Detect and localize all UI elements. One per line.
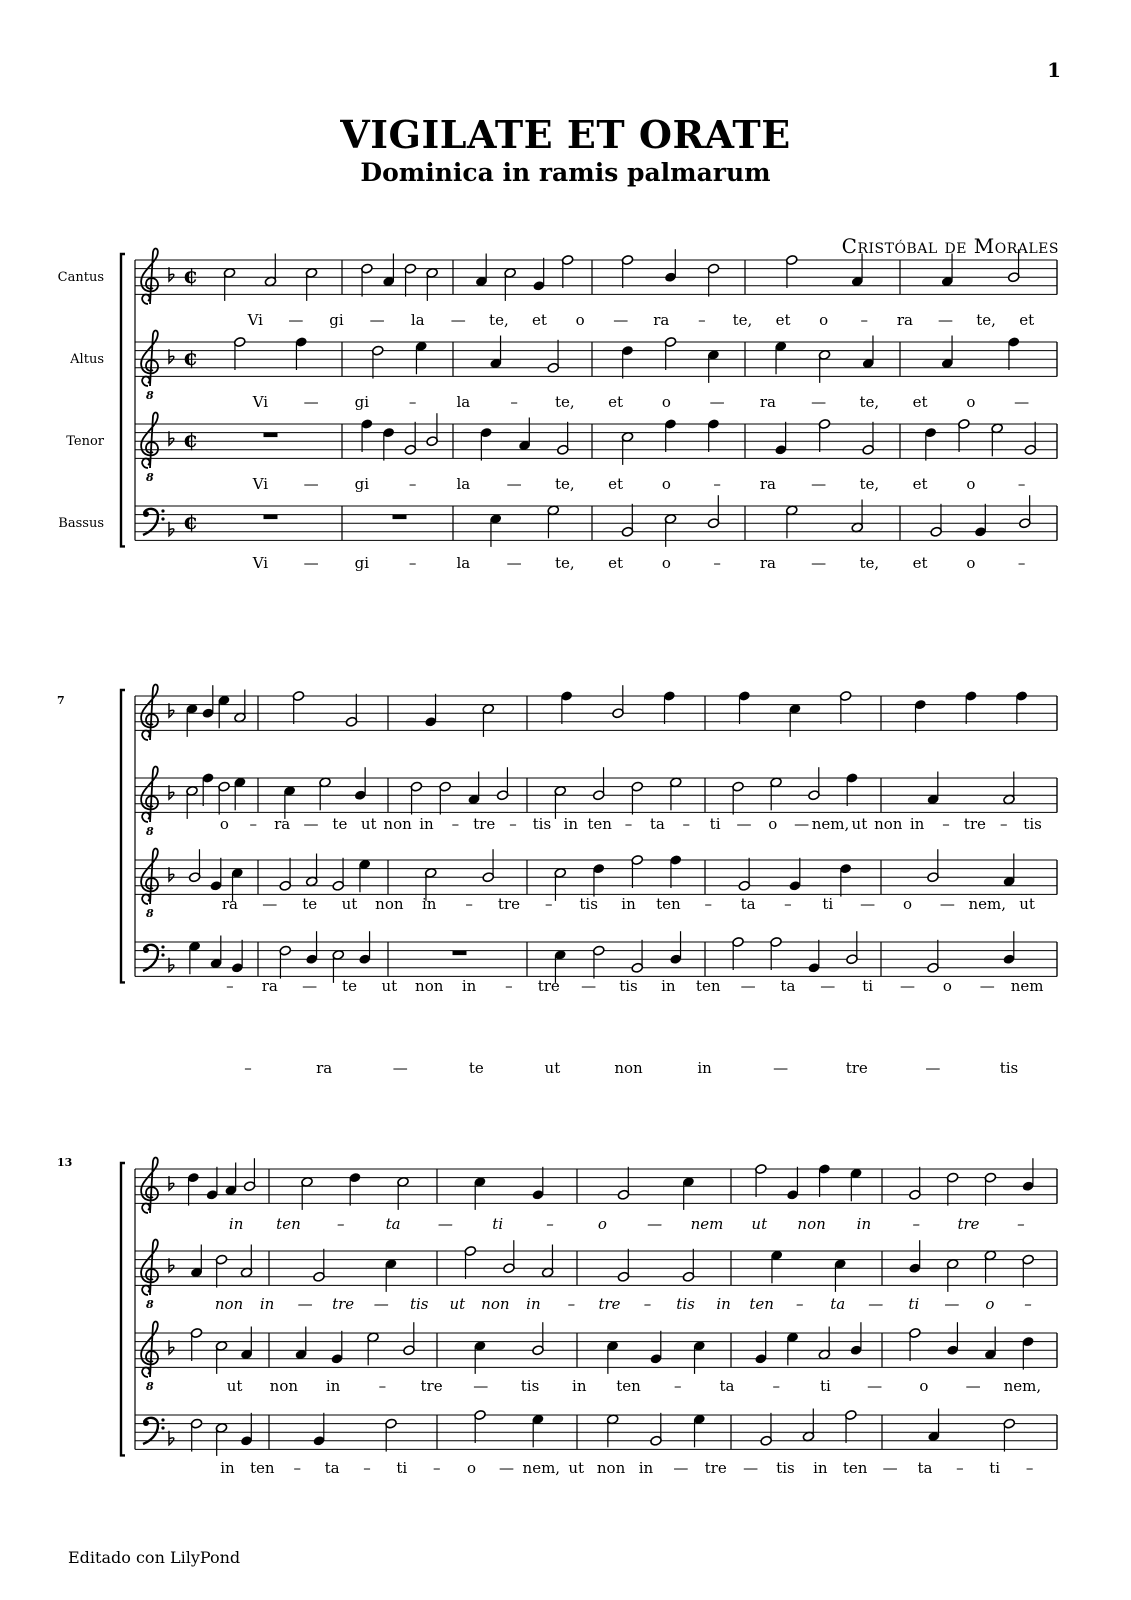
lyric-syllable: et xyxy=(775,311,791,329)
lyric-syllable: ra xyxy=(316,1059,333,1077)
lyric-syllable: o xyxy=(966,554,976,572)
lyric-syllable: ut xyxy=(1019,895,1035,913)
lyric-syllable: non xyxy=(797,1215,826,1233)
lyric-syllable: te, xyxy=(555,393,575,411)
lyric-syllable: – xyxy=(1017,1215,1025,1233)
lyric-syllable: tre xyxy=(332,1295,355,1313)
treble-8-clef-icon xyxy=(141,1240,158,1311)
lyric-syllable: tis xyxy=(409,1295,429,1313)
lyric-syllable: et xyxy=(608,393,624,411)
lyric-syllable: — xyxy=(743,1459,759,1477)
lyric-syllable: – xyxy=(682,815,690,833)
lyric-syllable: ut xyxy=(360,815,377,833)
flat-key-signature-icon xyxy=(169,522,174,536)
whole-rest xyxy=(264,515,278,520)
lyric-syllable: o xyxy=(966,393,976,411)
lyric-syllable: – xyxy=(912,1215,920,1233)
lyric-syllable: ta xyxy=(324,1459,340,1477)
alla-breve-time-signature: ¢ xyxy=(183,263,199,289)
flat-key-signature-icon xyxy=(169,703,174,717)
lyric-syllable: tis xyxy=(520,1377,540,1395)
lyric-syllable: ra xyxy=(274,815,291,833)
whole-rest xyxy=(393,515,407,520)
treble-8-clef-icon xyxy=(141,413,158,484)
lyric-syllable: — xyxy=(773,1059,789,1077)
piece-subtitle: Dominica in ramis palmarum xyxy=(360,158,771,187)
lyric-syllable: — xyxy=(811,554,827,572)
lyric-syllable: ti xyxy=(820,1377,831,1395)
lyric-syllable: ra xyxy=(221,895,238,913)
lyric-syllable: tis xyxy=(999,1059,1019,1077)
lyric-syllable: te, xyxy=(555,554,575,572)
lyric-syllable: in xyxy=(526,1295,541,1313)
alla-breve-time-signature: ¢ xyxy=(183,427,199,453)
lyric-syllable: et xyxy=(1019,311,1035,329)
lyric-syllable: in xyxy=(228,1215,244,1233)
lyric-syllable: in xyxy=(697,1059,712,1077)
flat-key-signature-icon xyxy=(169,958,174,972)
lyric-syllable: – xyxy=(1024,1295,1032,1313)
lyric-syllable: non xyxy=(375,895,404,913)
flat-key-signature-icon xyxy=(169,1340,174,1354)
lyric-syllable: — xyxy=(297,1295,313,1313)
lyric-syllable: ti xyxy=(492,1215,504,1233)
lyric-syllable: ti xyxy=(862,977,874,995)
lyric-syllable: te, xyxy=(859,393,880,411)
svg-text:8: 8 xyxy=(146,907,154,920)
lyric-syllable: – xyxy=(510,393,518,411)
bass-clef-icon xyxy=(143,945,165,971)
lyric-syllable: non xyxy=(383,815,412,833)
lyric-syllable: te xyxy=(332,815,348,833)
flat-key-signature-icon xyxy=(169,867,174,881)
footer-credit: Editado con LilyPond xyxy=(68,1548,241,1567)
lyric-syllable: et xyxy=(912,554,928,572)
lyric-syllable: – xyxy=(795,1295,804,1313)
lyric-syllable: o xyxy=(661,393,671,411)
lyric-syllable: — xyxy=(303,554,319,572)
flat-key-signature-icon xyxy=(169,1176,174,1190)
treble-8-clef-icon xyxy=(141,767,158,838)
lyric-syllable: te xyxy=(468,1059,484,1077)
lyric-syllable: — xyxy=(925,1059,941,1077)
lyric-syllable: – xyxy=(1025,1459,1034,1477)
lyric-syllable: – xyxy=(624,815,633,833)
lyric-syllable: te, xyxy=(555,475,575,493)
lyric-syllable: in xyxy=(572,1377,587,1395)
lyric-syllable: ut xyxy=(341,895,358,913)
system-bracket xyxy=(121,690,125,982)
lyric-syllable: – xyxy=(704,895,712,913)
lyric-syllable: — xyxy=(647,1215,663,1233)
lyric-syllable: — xyxy=(939,895,955,913)
flat-key-signature-icon xyxy=(169,431,174,445)
whole-rest xyxy=(453,951,467,956)
lyric-syllable: tis xyxy=(1023,815,1042,833)
lyric-syllable: — xyxy=(938,311,953,329)
lyric-syllable: o xyxy=(575,311,585,329)
lyric-syllable: – xyxy=(942,815,950,833)
lyric-syllable: tre xyxy=(957,1215,980,1233)
lyric-syllable: nem xyxy=(690,1215,724,1233)
lyric-syllable: ti xyxy=(989,1459,1001,1477)
alla-breve-time-signature: ¢ xyxy=(183,509,199,535)
lyric-syllable: la xyxy=(456,393,471,411)
lyric-syllable: in xyxy=(621,895,636,913)
lyric-syllable: ten xyxy=(276,1215,301,1233)
piece-title: VIGILATE ET ORATE xyxy=(340,112,791,157)
lyric-syllable: la xyxy=(410,311,425,329)
lyric-syllable: ta xyxy=(385,1215,401,1233)
lyric-syllable: ta xyxy=(780,977,796,995)
lyric-syllable: – xyxy=(546,1215,554,1233)
measure-number: 7 xyxy=(57,694,65,707)
lyric-syllable: — xyxy=(262,895,278,913)
flat-key-signature-icon xyxy=(169,785,174,799)
treble-clef-icon xyxy=(141,1158,158,1213)
lyric-syllable: — xyxy=(965,1377,981,1395)
lyric-syllable: – xyxy=(956,1459,964,1477)
lyric-syllable: — xyxy=(860,895,876,913)
lyric-syllable: o xyxy=(966,475,976,493)
bass-clef-icon xyxy=(143,1418,165,1444)
lyric-syllable: tre xyxy=(473,815,496,833)
lyric-syllable: – xyxy=(465,895,473,913)
lyric-syllable: ta xyxy=(719,1377,735,1395)
lyric-syllable: ut xyxy=(381,977,398,995)
lyric-syllable: et xyxy=(912,475,928,493)
lyric-syllable: o xyxy=(985,1295,995,1313)
lyric-syllable: – xyxy=(713,475,721,493)
lyric-syllable: — xyxy=(673,1459,689,1477)
lyric-syllable: – xyxy=(451,815,460,833)
lyric-syllable: Vi xyxy=(252,475,269,493)
lyric-syllable: — xyxy=(811,475,827,493)
lyric-syllable: – xyxy=(772,1377,780,1395)
lyric-syllable: gi xyxy=(354,475,370,493)
lyric-syllable: — xyxy=(498,1459,514,1477)
voice-name-tenor: Tenor xyxy=(66,434,104,449)
lyric-syllable: ta xyxy=(917,1459,933,1477)
lyric-syllable: — xyxy=(979,977,995,995)
lyric-syllable: ut xyxy=(751,1215,768,1233)
lyric-syllable: te, xyxy=(489,311,509,329)
lyric-syllable: tre xyxy=(537,977,560,995)
lyric-syllable: – xyxy=(999,815,1008,833)
lyric-syllable: – xyxy=(784,895,792,913)
lyric-syllable: — xyxy=(613,311,629,329)
lyric-syllable: in xyxy=(419,815,434,833)
lyric-syllable: o xyxy=(942,977,952,995)
lyric-syllable: – xyxy=(1017,475,1026,493)
lyric-syllable: – xyxy=(432,1459,441,1477)
lyric-syllable: — xyxy=(506,475,522,493)
lyric-syllable: — xyxy=(581,977,597,995)
lyric-syllable: ut xyxy=(226,1377,243,1395)
flat-key-signature-icon xyxy=(169,267,174,281)
lyric-syllable: o xyxy=(661,475,671,493)
lyric-syllable: tre xyxy=(497,895,520,913)
lyric-syllable: – xyxy=(643,1295,652,1313)
lyric-syllable: Vi xyxy=(247,311,263,329)
lyric-syllable: – xyxy=(698,311,706,329)
svg-text:8: 8 xyxy=(146,1298,154,1311)
lyric-syllable: nem, xyxy=(522,1459,561,1477)
lyric-syllable: – xyxy=(363,1459,371,1477)
voice-name-bassus: Bassus xyxy=(58,516,104,531)
lyric-syllable: – xyxy=(378,1377,387,1395)
lyric-syllable: in xyxy=(220,1459,235,1477)
lyric-syllable: ten xyxy=(616,1377,641,1395)
lyric-syllable: te, xyxy=(859,475,880,493)
lyric-syllable: – xyxy=(337,1215,345,1233)
alla-breve-time-signature: ¢ xyxy=(183,345,199,371)
lyric-syllable: — xyxy=(740,977,756,995)
measure-number: 13 xyxy=(57,1156,73,1169)
lyric-syllable: in xyxy=(461,977,477,995)
flat-key-signature-icon xyxy=(169,1431,174,1445)
lyric-syllable: ti xyxy=(908,1295,920,1313)
flat-key-signature-icon xyxy=(169,349,174,363)
lyric-syllable: ut xyxy=(449,1295,466,1313)
lyric-syllable: tre xyxy=(598,1295,621,1313)
lyric-syllable: o xyxy=(219,815,229,833)
lyric-syllable: — xyxy=(288,311,304,329)
lyric-syllable: tis xyxy=(676,1295,695,1313)
lyric-syllable: ten xyxy=(250,1459,275,1477)
treble-clef-icon xyxy=(141,685,158,740)
lyric-syllable: o xyxy=(919,1377,929,1395)
lyric-syllable: te xyxy=(342,977,357,995)
lyric-syllable: — xyxy=(450,311,466,329)
lyric-syllable: — xyxy=(867,1377,883,1395)
lyric-syllable: te, xyxy=(976,311,996,329)
lyric-syllable: tre xyxy=(845,1059,868,1077)
lyric-syllable: ten xyxy=(842,1459,868,1477)
lyric-syllable: ra xyxy=(759,475,776,493)
lyric-syllable: la xyxy=(456,475,471,493)
lyric-syllable: in xyxy=(638,1459,654,1477)
lyric-syllable: – xyxy=(860,311,869,329)
lyric-syllable: te, xyxy=(859,554,880,572)
lyric-syllable: — xyxy=(820,977,836,995)
lyric-syllable: tis xyxy=(619,977,638,995)
lyric-syllable: — xyxy=(506,554,522,572)
lyric-syllable: et xyxy=(912,393,928,411)
lyric-syllable: ta xyxy=(740,895,756,913)
bass-clef-icon xyxy=(143,509,165,535)
lyric-syllable: ti xyxy=(709,815,721,833)
lyric-syllable: ten xyxy=(656,895,681,913)
lyric-syllable: nem, xyxy=(811,815,850,833)
treble-8-clef-icon xyxy=(141,331,158,402)
lyric-syllable: — xyxy=(811,393,827,411)
lyric-syllable: non xyxy=(596,1459,626,1477)
lyric-syllable: o xyxy=(597,1215,607,1233)
lyric-syllable: ra xyxy=(759,554,776,572)
lyric-syllable: ut xyxy=(544,1059,561,1077)
lyric-syllable: ut xyxy=(568,1459,585,1477)
lyric-syllable: Vi xyxy=(252,393,269,411)
lyric-syllable: et xyxy=(608,475,624,493)
lyric-syllable: gi xyxy=(329,311,344,329)
lyric-syllable: – xyxy=(509,815,517,833)
lyric-syllable: — xyxy=(392,1059,408,1077)
lyric-syllable: ut xyxy=(851,815,868,833)
lyric-syllable: o xyxy=(661,554,671,572)
lyric-syllable: non xyxy=(614,1059,643,1077)
lyric-syllable: non xyxy=(481,1295,510,1313)
lyric-syllable: — xyxy=(303,815,319,833)
lyric-syllable: in xyxy=(813,1459,828,1477)
lyric-syllable: o xyxy=(819,311,829,329)
lyric-syllable: — xyxy=(868,1295,884,1313)
voice-name-cantus: Cantus xyxy=(57,270,104,285)
lyric-syllable: tre xyxy=(704,1459,727,1477)
lyric-syllable: in xyxy=(909,815,925,833)
lyric-syllable: tis xyxy=(532,815,552,833)
svg-text:8: 8 xyxy=(146,471,154,484)
lyric-syllable: tis xyxy=(579,895,598,913)
lyric-syllable: tre xyxy=(420,1377,443,1395)
lyric-syllable: – xyxy=(673,1377,682,1395)
svg-text:8: 8 xyxy=(146,389,154,402)
treble-8-clef-icon xyxy=(141,1322,158,1393)
lyric-syllable: – xyxy=(567,1295,576,1313)
lyric-syllable: — xyxy=(473,1377,489,1395)
lyric-syllable: in xyxy=(325,1377,341,1395)
lyric-syllable: – xyxy=(408,554,417,572)
lyric-syllable: — xyxy=(900,977,915,995)
lyric-syllable: ra xyxy=(653,311,670,329)
lyric-syllable: — xyxy=(794,815,810,833)
lyric-syllable: — xyxy=(709,393,725,411)
lyric-syllable: ra xyxy=(261,977,278,995)
lyric-syllable: in xyxy=(259,1295,275,1313)
lyric-syllable: — xyxy=(944,1295,960,1313)
lyric-syllable: – xyxy=(244,1059,252,1077)
svg-text:8: 8 xyxy=(146,1380,154,1393)
lyric-syllable: — xyxy=(302,977,318,995)
lyric-syllable: – xyxy=(293,1459,301,1477)
lyric-syllable: – xyxy=(713,554,721,572)
lyric-syllable: tre xyxy=(963,815,986,833)
lyric-syllable: nem, xyxy=(968,895,1006,913)
lyric-syllable: – xyxy=(1017,554,1026,572)
treble-clef-icon xyxy=(141,249,158,304)
voice-name-altus: Altus xyxy=(70,352,104,367)
lyric-syllable: tis xyxy=(776,1459,795,1477)
lyric-syllable: in xyxy=(563,815,579,833)
svg-text:8: 8 xyxy=(146,825,154,838)
lyric-syllable: la xyxy=(456,554,471,572)
lyric-syllable: nem, xyxy=(1003,1377,1042,1395)
lyric-syllable: ten xyxy=(749,1295,774,1313)
lyric-syllable: te xyxy=(302,895,318,913)
lyric-syllable: nem xyxy=(1010,977,1044,995)
lyric-syllable: — xyxy=(882,1459,898,1477)
lyric-syllable: non xyxy=(214,1295,244,1313)
lyric-syllable: ta xyxy=(830,1295,846,1313)
system-bracket xyxy=(121,254,125,546)
lyric-syllable: — xyxy=(303,475,319,493)
lyric-syllable: — xyxy=(1014,393,1030,411)
lyric-syllable: gi xyxy=(354,393,370,411)
lyric-syllable: – xyxy=(505,977,513,995)
lyric-syllable: o xyxy=(768,815,778,833)
flat-key-signature-icon xyxy=(169,1258,174,1272)
lyric-syllable: ti xyxy=(396,1459,408,1477)
lyric-syllable: – xyxy=(249,815,258,833)
lyric-syllable: in xyxy=(421,895,437,913)
lyric-syllable: o xyxy=(467,1459,477,1477)
lyric-syllable: in xyxy=(716,1295,731,1313)
treble-8-clef-icon xyxy=(141,849,158,920)
lyric-syllable: non xyxy=(415,977,444,995)
lyric-syllable: — xyxy=(736,815,752,833)
lyric-syllable: non xyxy=(874,815,903,833)
system-bracket xyxy=(121,1163,125,1455)
lyric-syllable: ten xyxy=(587,815,612,833)
composer-name: Cristóbal de Morales xyxy=(841,234,1059,258)
lyric-syllable: in xyxy=(661,977,676,995)
lyric-syllable: ra xyxy=(896,311,913,329)
lyric-syllable: ten xyxy=(695,977,721,995)
lyric-syllable: – xyxy=(408,393,417,411)
lyric-syllable: — xyxy=(303,393,319,411)
whole-rest xyxy=(264,433,278,438)
lyric-syllable: non xyxy=(269,1377,299,1395)
lyric-syllable: ra xyxy=(759,393,776,411)
lyric-syllable: ta xyxy=(649,815,665,833)
lyric-syllable: gi xyxy=(354,554,370,572)
lyric-syllable: — xyxy=(369,311,385,329)
lyric-syllable: te, xyxy=(732,311,753,329)
lyric-syllable: o xyxy=(902,895,913,913)
lyric-syllable: – xyxy=(408,475,417,493)
lyric-syllable: ti xyxy=(822,895,834,913)
lyric-syllable: Vi xyxy=(252,554,269,572)
lyric-syllable: — xyxy=(373,1295,389,1313)
lyric-syllable: — xyxy=(437,1215,453,1233)
lyric-syllable: in xyxy=(856,1215,872,1233)
lyric-syllable: et xyxy=(532,311,547,329)
lyric-syllable: – xyxy=(545,895,553,913)
lyric-syllable: – xyxy=(226,977,234,995)
lyric-syllable: et xyxy=(608,554,624,572)
page-number: 1 xyxy=(1047,58,1061,82)
